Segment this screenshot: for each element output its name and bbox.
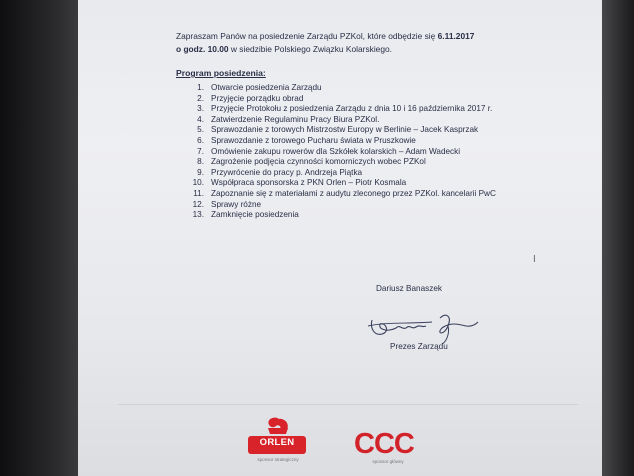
agenda-item: [190, 94, 496, 105]
agenda-item-text: Przywrócenie do pracy p. Andrzeja Piątka: [211, 167, 363, 177]
agenda-item-number: 9.: [197, 167, 204, 177]
meeting-location: w siedzibie Polskiego Związku Kolarskiego.: [228, 44, 392, 54]
agenda-item: [190, 157, 496, 168]
ccc-caption: sponsor główny: [372, 459, 404, 464]
agenda-heading: Program posiedzenia:: [176, 68, 266, 78]
agenda-item-number: 8.: [197, 157, 204, 167]
agenda-item: [190, 104, 496, 115]
footer-divider: [118, 404, 578, 405]
agenda-item: [190, 178, 496, 189]
orlen-name: ORLEN: [259, 437, 295, 448]
ccc-logo: CCC: [354, 428, 414, 460]
agenda-item-number: 7.: [197, 146, 204, 156]
agenda-item: [190, 83, 496, 94]
agenda-item-text: Omówienie zakupu rowerów dla Szkółek kolarskich – Adam Wadecki: [211, 146, 461, 156]
agenda-item-number: 11.: [193, 188, 204, 198]
agenda-item-number: 1.: [197, 83, 204, 92]
agenda-item-number: 6.: [197, 135, 204, 145]
meeting-time: o godz. 10.00: [176, 44, 229, 54]
agenda-list: [190, 83, 496, 221]
agenda-item-number: 13.: [192, 210, 204, 220]
agenda-item-text: Sprawy różne: [211, 199, 262, 209]
agenda-item: [190, 210, 496, 221]
agenda-item-text: Przyjęcie porządku obrad: [211, 93, 304, 103]
agenda-item: [190, 168, 496, 179]
agenda-item-number: 2.: [197, 93, 204, 103]
agenda-item-number: 5.: [197, 125, 204, 135]
agenda-item-text: Sprawozdanie z torowego Pucharu świata w Pruszkowie: [211, 135, 416, 145]
meeting-date: 6.11.2017: [437, 31, 475, 41]
agenda-item-number: 4.: [197, 114, 204, 124]
agenda-item-text: Zagrożenie podjęcia czynności komorniczych wobec PZKol: [211, 157, 426, 167]
agenda-item-number: 3.: [197, 104, 204, 114]
text-cursor-icon: I: [533, 254, 536, 265]
agenda-item-text: Zapoznanie się z materiałami z audytu zleconego przez PZKol. kancelarii PwC: [211, 188, 496, 198]
orlen-logo: [248, 414, 306, 456]
handwritten-signature: [366, 300, 486, 346]
agenda-item-text: Otwarcie posiedzenia Zarządu: [211, 83, 322, 92]
invitation-text: Zapraszam Panów na posiedzenie Zarządu PZKol, które odbędzie się: [176, 31, 438, 41]
laptop-bezel-left: [0, 0, 78, 476]
agenda-item-text: Sprawozdanie z torowych Mistrzostw Europy w Berlinie – Jacek Kasprzak: [211, 125, 479, 135]
agenda-item: [190, 200, 496, 211]
laptop-bezel-right: [600, 0, 634, 476]
orlen-caption: sponsor strategiczny: [257, 457, 299, 462]
agenda-item-number: 10.: [192, 178, 204, 188]
agenda-item: [190, 115, 496, 126]
signatory-role: Prezes Zarządu: [390, 342, 448, 351]
document-page: [78, 0, 602, 476]
agenda-item: [190, 189, 496, 200]
agenda-item: [190, 147, 496, 158]
agenda-item-number: 12.: [192, 199, 204, 209]
meeting-invitation: [176, 30, 576, 56]
agenda-item-text: Współpraca sponsorska z PKN Orlen – Piotr Kosmala: [211, 178, 407, 188]
agenda-item-text: Przyjęcie Protokołu z posiedzenia Zarządu z dnia 10 i 16 października 2017 r.: [211, 104, 493, 114]
agenda-item: [190, 125, 496, 136]
agenda-item-text: Zatwierdzenie Regulaminu Pracy Biura PZKol.: [211, 114, 380, 124]
signatory-name: Dariusz Banaszek: [376, 284, 442, 293]
agenda-item: [190, 136, 496, 147]
agenda-item-text: Zamknięcie posiedzenia: [211, 210, 299, 220]
